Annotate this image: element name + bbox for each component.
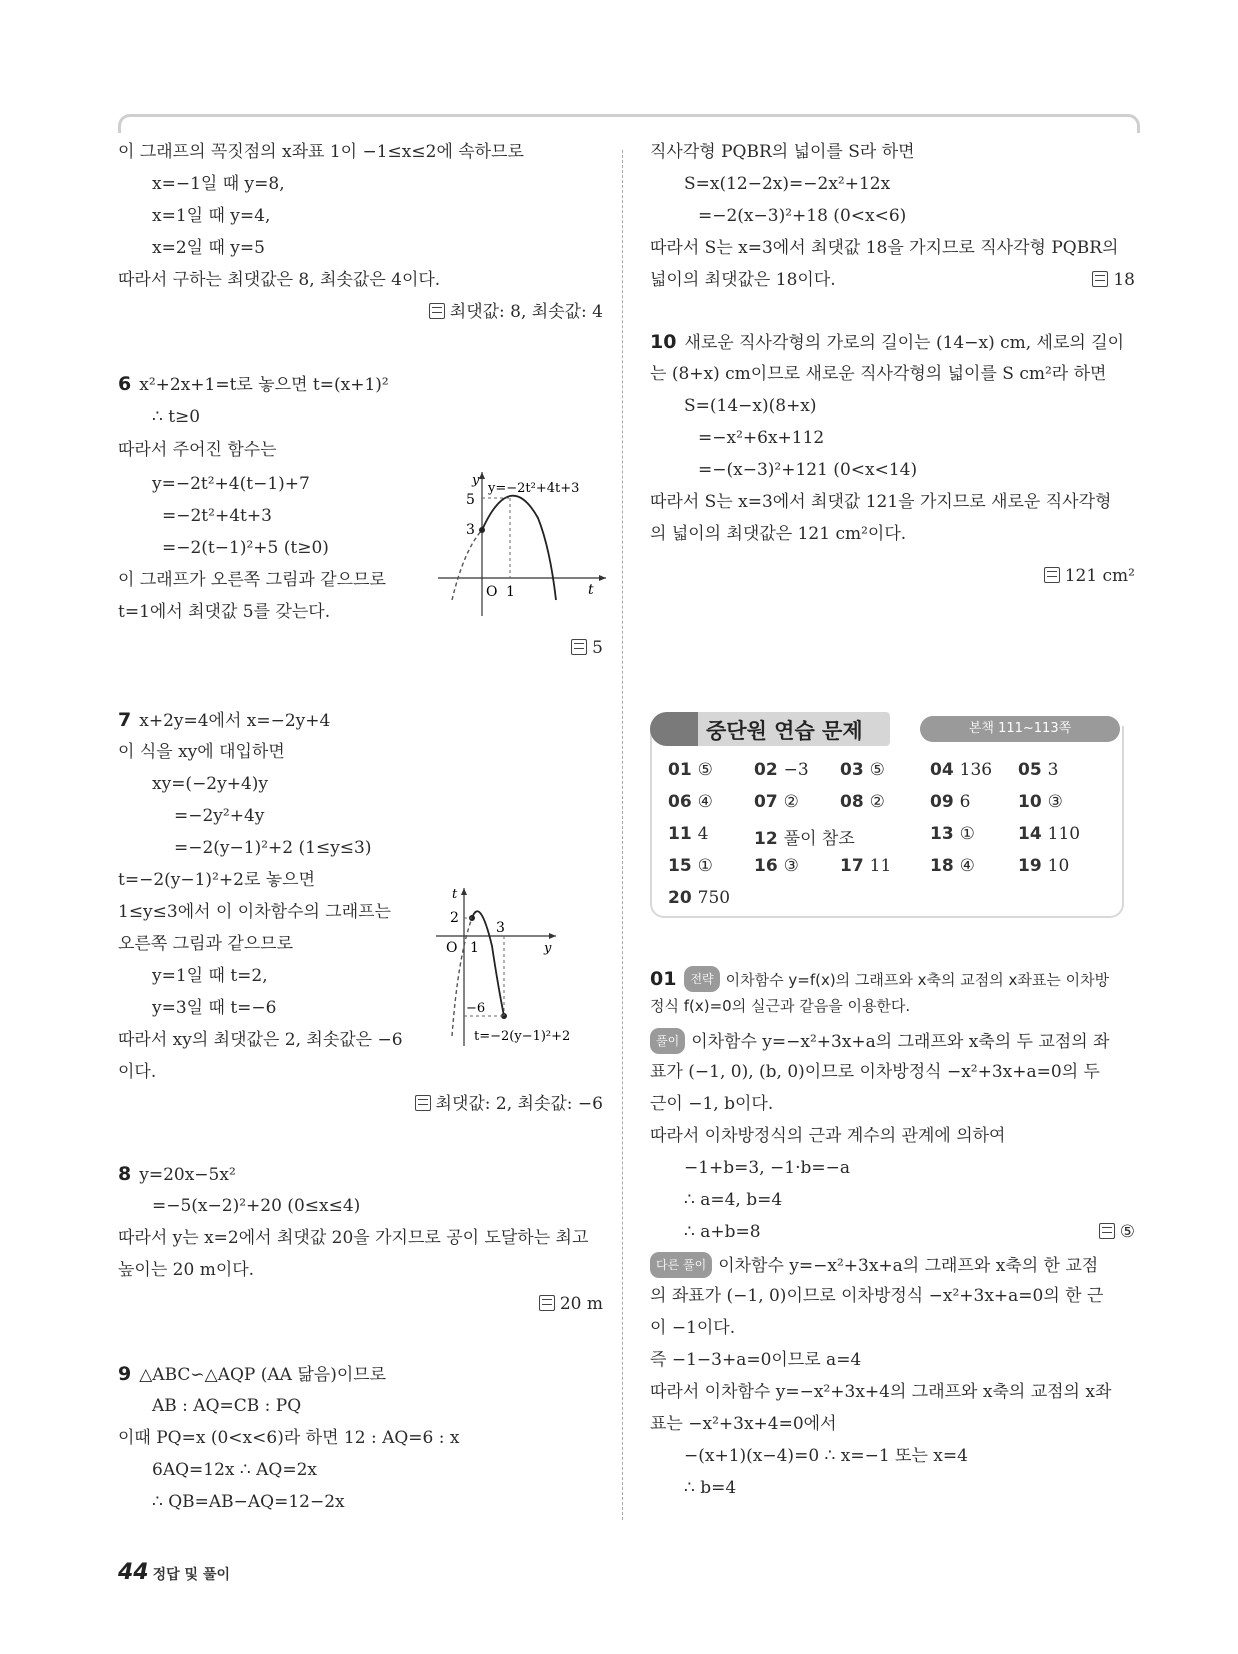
section-header [650, 712, 1120, 746]
text-line: 이때 PQ=x (0<x<6)라 하면 12 : AQ=6 : x [118, 1428, 460, 1448]
text-line: 정식 f(x)=0의 실근과 같음을 이용한다. [650, 997, 911, 1015]
question-number: 7 [118, 709, 132, 731]
text-line: S=(14−x)(8+x) [684, 396, 817, 416]
question-8 [118, 1162, 236, 1187]
graph-q7 [436, 886, 608, 1050]
text-line: 이다. [118, 1062, 157, 1082]
text-line: x+2y=4에서 x=−2y+4 [139, 711, 331, 731]
alt-solution-tag: 다른 풀이 [650, 1252, 712, 1278]
question-9 [118, 1362, 386, 1387]
answer-item: 18 ④ [930, 856, 975, 876]
question-number: 6 [118, 373, 132, 395]
question-number: 10 [650, 331, 677, 353]
answer-text: 18 [1113, 270, 1135, 290]
text-line: 의 좌표가 (−1, 0)이므로 이차방정식 −x²+3x+a=0의 한 근 [650, 1286, 1104, 1306]
answer-01 [1099, 1220, 1135, 1244]
text-line: 표는 −x²+3x+4=0에서 [650, 1414, 837, 1434]
answer-item: 13 ① [930, 824, 975, 844]
text-line: 따라서 이차방정식의 근과 계수의 관계에 의하여 [650, 1126, 1006, 1146]
answer-text: 121 cm² [1064, 566, 1135, 586]
text-line: AB : AQ=CB : PQ [152, 1396, 302, 1416]
text-line: 근이 −1, b이다. [650, 1094, 774, 1114]
answer-icon [1092, 271, 1108, 287]
text-line: t=−2(y−1)²+2로 놓으면 [118, 870, 316, 890]
text-line: =−2(x−3)²+18 (0<x<6) [698, 206, 907, 226]
text-line: x=−1일 때 y=8, [152, 174, 285, 194]
text-line: ∴ t≥0 [152, 407, 201, 427]
text-line: ∴ QB=AB−AQ=12−2x [152, 1492, 345, 1512]
page-number: 44 [118, 1560, 149, 1585]
answer-item: 10 ③ [1018, 792, 1063, 812]
text-line: 넓이의 최댓값은 18이다. [650, 270, 836, 290]
answer-icon [415, 1095, 431, 1111]
text-line: y=3일 때 t=−6 [152, 998, 277, 1018]
text-line: x=2일 때 y=5 [152, 238, 265, 258]
text-line: 이차함수 y=−x²+3x+a의 그래프와 x축의 두 교점의 좌 [691, 1032, 1110, 1052]
question-7 [118, 708, 330, 733]
origin-label: O [486, 584, 498, 600]
text-line: 따라서 구하는 최댓값은 8, 최솟값은 4이다. [118, 270, 441, 290]
text-line: −(x+1)(x−4)=0 ∴ x=−1 또는 x=4 [684, 1446, 968, 1466]
axis-label-y: y [472, 473, 480, 488]
text-line: 따라서 이차함수 y=−x²+3x+4의 그래프와 x축의 교점의 x좌 [650, 1382, 1112, 1402]
graph-function-label: t=−2(y−1)²+2 [474, 1029, 571, 1044]
column-divider [622, 150, 623, 1520]
text-line: 새로운 직사각형의 가로의 길이는 (14−x) cm, 세로의 길이 [684, 333, 1125, 353]
text-line: =−5(x−2)²+20 (0≤x≤4) [152, 1196, 361, 1216]
text-line: 1≤y≤3에서 이 이차함수의 그래프는 [118, 902, 391, 922]
text-line: y=1일 때 t=2, [152, 966, 268, 986]
graph-function-label: y=−2t²+4t+3 [488, 481, 580, 496]
section-reference: 본책 111~113쪽 [920, 716, 1120, 742]
page-footer [118, 1560, 230, 1585]
answer-icon [429, 303, 445, 319]
tick-label: −6 [466, 1001, 486, 1016]
axis-label-y: y [544, 941, 552, 956]
text-line: 오른쪽 그림과 같으므로 [118, 934, 294, 954]
text-line: y=−2t²+4(t−1)+7 [152, 474, 310, 494]
answer-text: 5 [592, 638, 603, 658]
question-number: 9 [118, 1363, 132, 1385]
footer-title: 정답 및 풀이 [152, 1567, 230, 1583]
solution-line [650, 1028, 1109, 1054]
answer-icon [539, 1295, 555, 1311]
answer-text: 최댓값: 8, 최솟값: 4 [449, 302, 603, 322]
text-line: x=1일 때 y=4, [152, 206, 271, 226]
solution-tag: 풀이 [650, 1028, 685, 1054]
text-line: 따라서 y는 x=2에서 최댓값 20을 가지므로 공이 도달하는 최고 [118, 1228, 589, 1248]
question-number: 8 [118, 1163, 132, 1185]
answer-item: 03 ⑤ [840, 760, 885, 780]
answer-item: 09 6 [930, 792, 971, 812]
answer-10 [1044, 564, 1135, 588]
axis-label-t: t [452, 887, 458, 902]
answer-icon [1099, 1223, 1115, 1239]
text-line: ∴ b=4 [684, 1478, 737, 1498]
origin-label: O [446, 940, 458, 956]
text-line: 의 넓이의 최댓값은 121 cm²이다. [650, 524, 907, 544]
answer-text: 최댓값: 2, 최솟값: −6 [435, 1094, 603, 1114]
tick-label: 3 [466, 522, 475, 538]
text-line: =−(x−3)²+121 (0<x<14) [698, 460, 918, 480]
answer-8 [539, 1292, 603, 1316]
answer-item: 06 ④ [668, 792, 713, 812]
text-line: 높이는 20 m이다. [118, 1260, 255, 1280]
answer-6 [571, 636, 603, 660]
top-border [118, 114, 1140, 133]
text-line: =−2y²+4y [174, 806, 265, 826]
text-line: 표가 (−1, 0), (b, 0)이므로 이차방정식 −x²+3x+a=0의 두 [650, 1062, 1100, 1082]
text-line: −1+b=3, −1·b=−a [684, 1158, 851, 1178]
text-line: t=1에서 최댓값 5를 갖는다. [118, 602, 331, 622]
solution-strategy [650, 966, 1109, 992]
text-line: x²+2x+1=t로 놓으면 t=(x+1)² [139, 375, 389, 395]
text-line: 이 −1이다. [650, 1318, 736, 1338]
answer-item: 17 11 [840, 856, 892, 876]
answer-7 [415, 1092, 603, 1116]
text-line: 즉 −1−3+a=0이므로 a=4 [650, 1350, 862, 1370]
tick-label: 1 [470, 940, 479, 956]
tick-label: 5 [466, 492, 475, 508]
answer-5 [429, 300, 603, 324]
answer-item: 04 136 [930, 760, 993, 780]
answer-item: 02 −3 [754, 760, 809, 780]
answer-item: 16 ③ [754, 856, 799, 876]
text-line: 이차함수 y=−x²+3x+a의 그래프와 x축의 한 교점 [718, 1256, 1099, 1276]
text-line: =−2(t−1)²+5 (t≥0) [162, 538, 329, 558]
answer-item: 01 ⑤ [668, 760, 713, 780]
answer-9 [1092, 268, 1135, 292]
text-line: 이 그래프의 꼭짓점의 x좌표 1이 −1≤x≤2에 속하므로 [118, 142, 524, 162]
answer-icon [571, 639, 587, 655]
answer-icon [1044, 567, 1060, 583]
text-line: xy=(−2y+4)y [152, 774, 269, 794]
text-line: =−x²+6x+112 [698, 428, 825, 448]
axis-label-t: t [588, 582, 594, 598]
answer-item: 12 풀이 참조 [754, 829, 855, 849]
text-line: =−2t²+4t+3 [162, 506, 272, 526]
answer-item: 20 750 [668, 888, 731, 908]
tick-label: 2 [450, 910, 459, 926]
section-pill-accent [650, 712, 698, 746]
text-line: ∴ a+b=8 [684, 1222, 761, 1242]
text-line: y=20x−5x² [139, 1165, 236, 1185]
graph-q6 [438, 470, 608, 620]
question-6 [118, 372, 389, 397]
answer-text: 20 m [559, 1294, 603, 1314]
text-line: 따라서 S는 x=3에서 최댓값 18을 가지므로 직사각형 PQBR의 [650, 238, 1119, 258]
alt-solution-line [650, 1252, 1098, 1278]
text-line: 따라서 xy의 최댓값은 2, 최솟값은 −6 [118, 1030, 403, 1050]
text-line: ∴ a=4, b=4 [684, 1190, 783, 1210]
text-line: 따라서 주어진 함수는 [118, 440, 277, 460]
question-10 [650, 330, 1124, 355]
tick-label: 3 [496, 920, 505, 936]
text-line: 6AQ=12x ∴ AQ=2x [152, 1460, 317, 1480]
text-line: 직사각형 PQBR의 넓이를 S라 하면 [650, 142, 915, 162]
answer-text: ⑤ [1119, 1222, 1135, 1242]
answer-item: 14 110 [1018, 824, 1081, 844]
section-title: 중단원 연습 문제 [706, 719, 863, 743]
answer-item: 07 ② [754, 792, 799, 812]
text-line: 는 (8+x) cm이므로 새로운 직사각형의 넓이를 S cm²라 하면 [650, 364, 1107, 384]
text-line: =−2(y−1)²+2 (1≤y≤3) [174, 838, 372, 858]
answer-item: 19 10 [1018, 856, 1070, 876]
question-number: 01 [650, 968, 677, 990]
tick-label: 1 [506, 584, 515, 600]
text-line: 이 그래프가 오른쪽 그림과 같으므로 [118, 570, 386, 590]
text-line: 이 식을 xy에 대입하면 [118, 742, 285, 762]
answer-item: 15 ① [668, 856, 713, 876]
text-line: 따라서 S는 x=3에서 최댓값 121을 가지므로 새로운 직사각형 [650, 492, 1112, 512]
text-line: 이차함수 y=f(x)의 그래프와 x축의 교점의 x좌표는 이차방 [725, 971, 1110, 989]
strategy-tag: 전략 [684, 966, 719, 992]
text-line: △ABC∽△AQP (AA 닮음)이므로 [139, 1365, 387, 1385]
answer-item: 08 ② [840, 792, 885, 812]
answer-item: 11 4 [668, 824, 709, 844]
text-line: S=x(12−2x)=−2x²+12x [684, 174, 891, 194]
answer-item: 05 3 [1018, 760, 1059, 780]
